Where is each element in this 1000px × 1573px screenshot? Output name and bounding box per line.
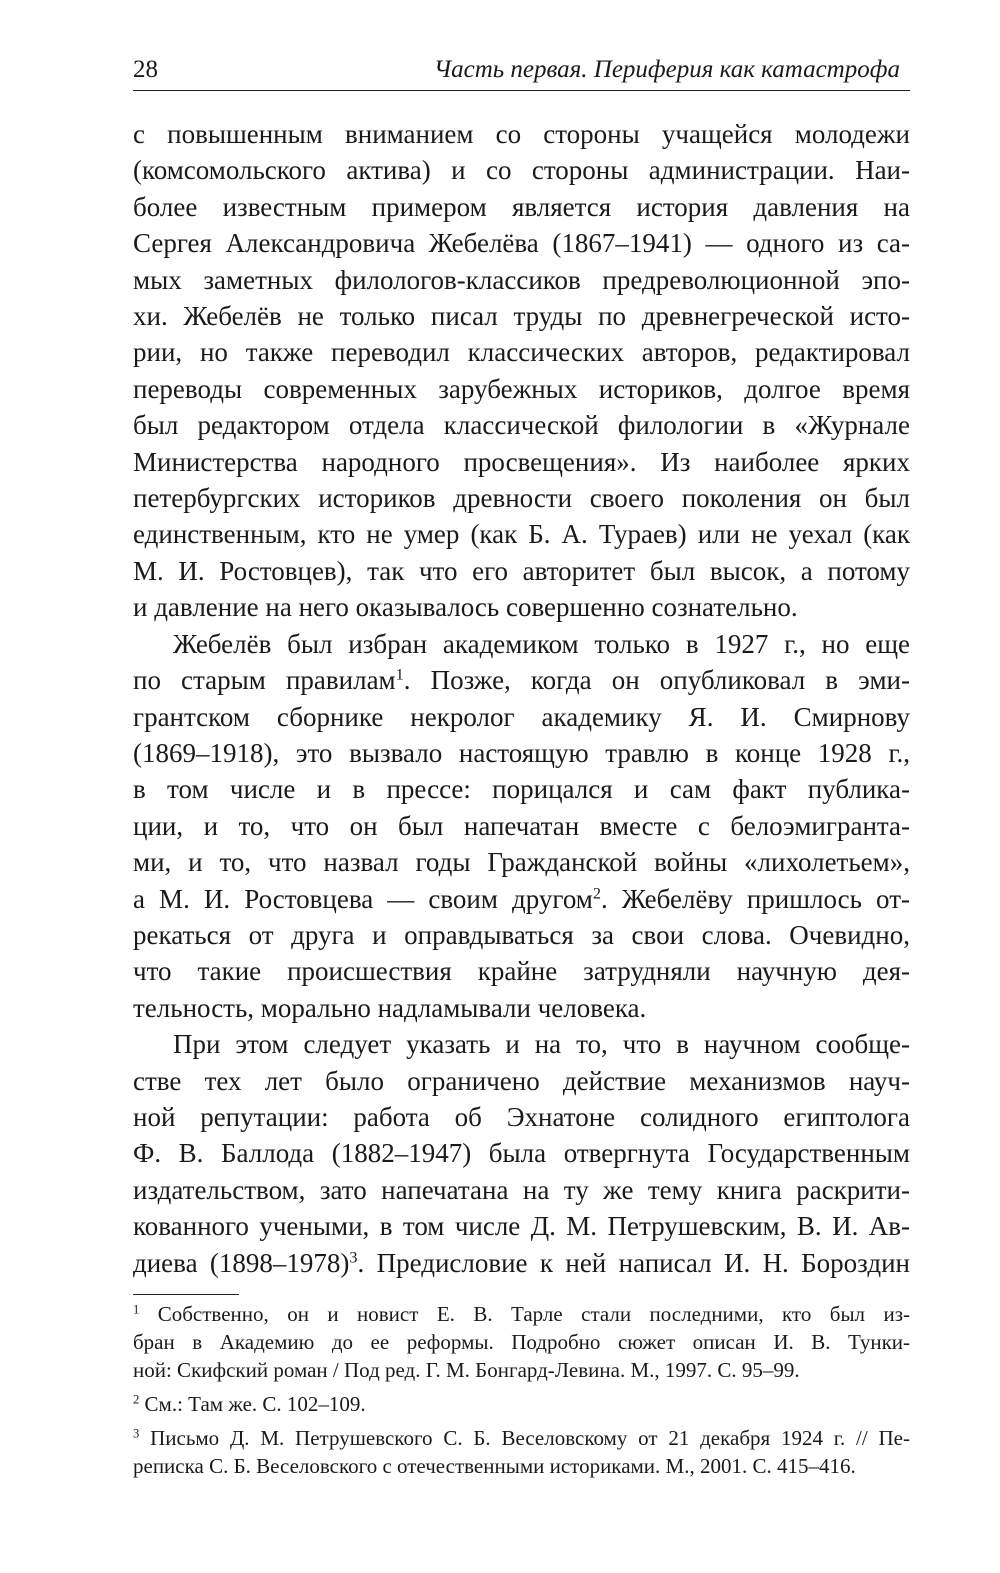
footnote-mark: 3 [133, 1426, 140, 1441]
text-line: хи. Жебелёв не только писал труды по древнегреческой исто- [133, 301, 910, 332]
text-line: издательством, зато напечатана на ту же тему книга раскрити- [133, 1174, 910, 1205]
footnote-2 [133, 1390, 910, 1418]
text-line: более известным примером является история давления на [133, 191, 910, 222]
text-line: Жебелёв был избран академиком только в 1927 г., но еще [173, 628, 910, 659]
text-line [133, 1245, 910, 1281]
text-line: ной репутации: работа об Эхнатоне солидного египтолога [133, 1101, 910, 1132]
text-line [133, 662, 910, 698]
text-line: и давление на него оказывалось совершенно сознательно. [133, 592, 798, 623]
footnote-line: бран в Академию до ее реформы. Подробно сюжет описан И. В. Тунки- [133, 1330, 910, 1354]
text-line: единственным, кто не умер (как Б. А. Тураев) или не уехал (как [133, 519, 910, 550]
paragraph-3 [133, 1026, 910, 1281]
page-number: 28 [133, 56, 158, 83]
text-line: рии, но также переводил классических авторов, редактировал [133, 337, 910, 368]
text-line: с повышенным вниманием со стороны учащейся молодежи [133, 119, 910, 149]
text-line: ции, и то, что он был напечатан вместе с белоэмигранта- [133, 810, 910, 841]
text-line: При этом следует указать и на то, что в научном сообще- [173, 1029, 910, 1060]
footnote-line [133, 1390, 910, 1418]
footnote-separator [133, 1294, 239, 1295]
text-line: был редактором отдела классической филологии в «Журнале [133, 410, 910, 441]
text-line: стве тех лет было ограничено действие механизмов науч- [133, 1065, 910, 1096]
text-segment: диева (1898–1978) [133, 1247, 350, 1278]
text-line: ми, и то, что назвал годы Гражданской войны «лихолетьем», [133, 847, 910, 878]
footnote-mark: 1 [133, 1302, 140, 1317]
paragraph-2 [133, 626, 910, 1026]
footnote-line: реписка С. Б. Веселовского с отечественными историками. М., 2001. С. 415–416. [133, 1454, 856, 1478]
main-text [133, 116, 910, 1281]
text-segment: . Позже, когда он опубликовал в эми- [403, 665, 910, 696]
text-line: кованного учеными, в том числе Д. М. Петрушевским, В. И. Ав- [133, 1211, 910, 1242]
text-segment: См.: Там же. С. 102–109. [139, 1392, 366, 1416]
footnote-mark: 2 [133, 1392, 140, 1407]
footnote-line [133, 1424, 910, 1452]
footnote-line [133, 1300, 910, 1328]
footnote-ref-2[interactable]: 2 [592, 883, 601, 902]
text-line [133, 881, 910, 917]
footnote-ref-3[interactable]: 3 [349, 1247, 358, 1266]
text-line: что такие происшествия крайне затрудняли научную дея- [133, 956, 910, 987]
text-line: (1869–1918), это вызвало настоящую травлю в конце 1928 г., [133, 737, 910, 768]
text-line: М. И. Ростовцев), так что его авторитет был высок, а потому [133, 555, 910, 586]
text-line: тельность, морально надламывали человека. [133, 992, 647, 1023]
running-header [133, 50, 910, 91]
text-segment: Письмо Д. М. Петрушевского С. Б. Веселовскому от 21 декабря 1924 г. // Пе- [139, 1426, 910, 1450]
footnote-line: ной: Скифский роман / Под ред. Г. М. Бонгард-Левина. М., 1997. С. 95–99. [133, 1358, 800, 1382]
text-line: переводы современных зарубежных историков, долгое время [133, 373, 910, 404]
text-line: в том числе и в прессе: порицался и сам факт публика- [133, 774, 910, 805]
text-line: мых заметных филологов-классиков предреволюционной эпо- [133, 264, 910, 295]
text-segment: по старым правилам [133, 665, 396, 696]
text-line: Сергея Александровича Жебелёва (1867–1941) — одного из са- [133, 228, 910, 259]
footnote-1 [133, 1300, 910, 1384]
text-segment: Собственно, он и новист Е. В. Тарле стали последними, кто был из- [139, 1302, 910, 1326]
text-segment: а М. И. Ростовцева — своим другом [133, 883, 593, 914]
text-line: грантском сборнике некролог академику Я. И. Смирнову [133, 701, 910, 732]
text-line: рекаться от друга и оправдываться за свои слова. Очевидно, [133, 919, 910, 950]
paragraph-1 [133, 116, 910, 626]
text-segment: . Предисловие к ней написал И. Н. Бороздин [357, 1247, 910, 1278]
text-line: (комсомольского актива) и со стороны администрации. Наи- [133, 155, 910, 186]
running-title: Часть первая. Периферия как катастрофа [433, 56, 900, 83]
footnote-ref-1[interactable]: 1 [395, 665, 404, 684]
text-line: петербургских историков древности своего поколения он был [133, 483, 910, 514]
text-line: Министерства народного просвещения». Из наиболее ярких [133, 446, 910, 477]
text-segment: . Жебелёву пришлось от- [600, 883, 910, 914]
text-line: Ф. В. Баллода (1882–1947) была отвергнута Государственным [133, 1138, 910, 1169]
footnotes [133, 1300, 910, 1486]
footnote-3 [133, 1424, 910, 1480]
